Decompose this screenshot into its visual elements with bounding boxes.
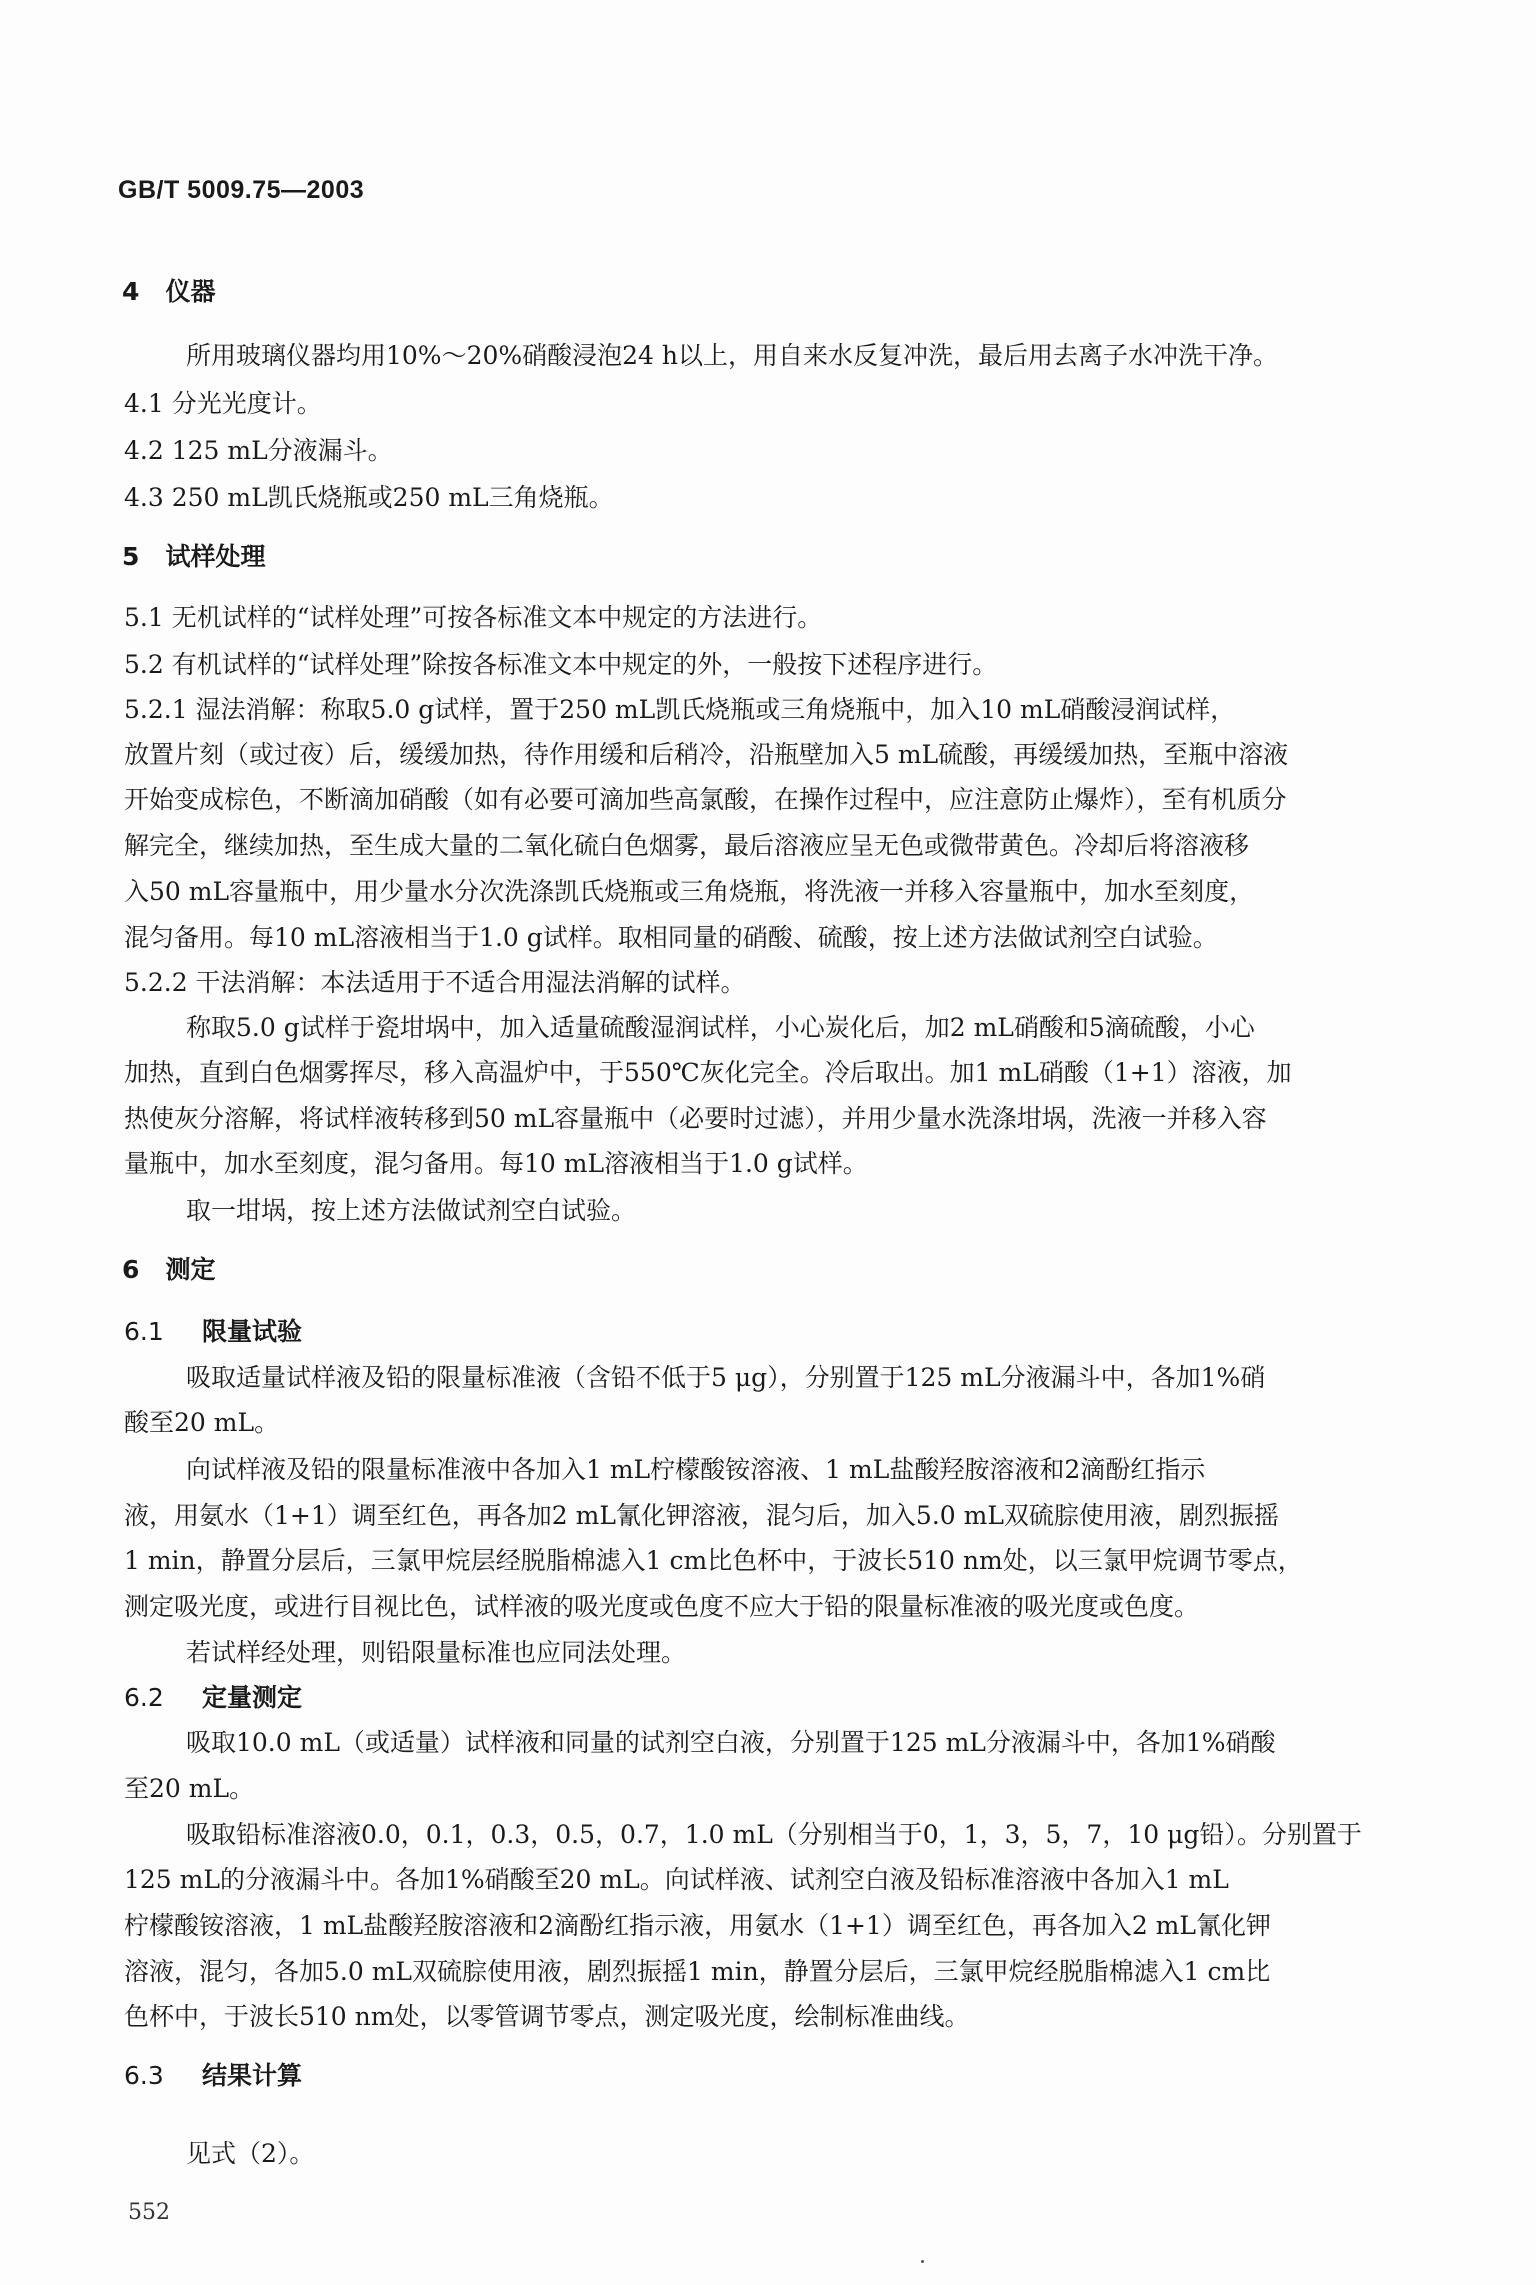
- item-4-2: 4.2 125 mL分液漏斗。: [124, 436, 393, 465]
- dry-digestion-line: 称取5.0 g试样于瓷坩埚中，加入适量硫酸湿润试样，小心炭化后，加2 mL硝酸和5滴硫酸，小心: [186, 1013, 1255, 1042]
- quantitative-line: 柠檬酸铵溶液，1 mL盐酸羟胺溶液和2滴酚红指示液，用氨水（1+1）调至红色，再各加入2 mL氰化钾: [124, 1911, 1271, 1940]
- quantitative-line: 至20 mL。: [124, 1774, 255, 1803]
- subsection-title: 定量测定: [202, 1683, 303, 1712]
- limit-test-line: 若试样经处理，则铅限量标准也应同法处理。: [186, 1638, 687, 1667]
- section-5-heading: 5 试样处理: [122, 542, 266, 571]
- subsection-number: 6.1: [124, 1317, 164, 1346]
- wet-digestion-line: 混匀备用。每10 mL溶液相当于1.0 g试样。取相同量的硝酸、硫酸，按上述方法做试剂空白试验。: [124, 923, 1218, 952]
- subsection-number: 6.2: [124, 1683, 164, 1712]
- dry-digestion-line: 加热，直到白色烟雾挥尽，移入高温炉中，于550℃灰化完全。冷后取出。加1 mL硝酸（1+1）溶液，加: [124, 1058, 1292, 1087]
- subsection-6-2-heading: [124, 1678, 302, 1714]
- wet-digestion-line: 解完全，继续加热，至生成大量的二氧化硫白色烟雾，最后溶液应呈无色或微带黄色。冷却后将溶液移: [124, 831, 1250, 860]
- section-6-heading: 6 测定: [122, 1255, 216, 1284]
- subsection-title: 结果计算: [202, 2061, 303, 2090]
- wet-digestion-line: 5.2.1 湿法消解：称取5.0 g试样，置于250 mL凯氏烧瓶或三角烧瓶中，加入10 mL硝酸浸润试样，: [124, 695, 1236, 724]
- wet-digestion-line: 入50 mL容量瓶中，用少量水分次洗涤凯氏烧瓶或三角烧瓶，将洗液一并移入容量瓶中，加水至刻度，: [124, 877, 1255, 906]
- quantitative-line: 色杯中，于波长510 nm处，以零管调节零点，测定吸光度，绘制标准曲线。: [124, 2002, 970, 2031]
- quantitative-line: 吸取10.0 mL（或适量）试样液和同量的试剂空白液，分别置于125 mL分液漏斗中，各加1%硝酸: [186, 1728, 1276, 1757]
- limit-test-line: 向试样液及铅的限量标准液中各加入1 mL柠檬酸铵溶液、1 mL盐酸羟胺溶液和2滴酚红指示: [186, 1455, 1206, 1484]
- dry-digestion-line: 量瓶中，加水至刻度，混匀备用。每10 mL溶液相当于1.0 g试样。: [124, 1149, 868, 1178]
- dry-digestion-line: 取一坩埚，按上述方法做试剂空白试验。: [186, 1196, 637, 1225]
- dry-digestion-line: 5.2.2 干法消解：本法适用于不适合用湿法消解的试样。: [124, 968, 746, 997]
- document-code: GB/T 5009.75—2003: [118, 176, 365, 204]
- section-4-heading: 4 仪器: [122, 277, 216, 306]
- limit-test-line: 液，用氨水（1+1）调至红色，再各加2 mL氰化钾溶液，混匀后，加入5.0 mL双硫腙使用液，剧烈振摇: [124, 1501, 1279, 1530]
- limit-test-line: 测定吸光度，或进行目视比色，试样液的吸光度或色度不应大于铅的限量标准液的吸光度或色度。: [124, 1592, 1200, 1621]
- quantitative-line: 吸取铅标准溶液0.0，0.1，0.3，0.5，0.7，1.0 mL（分别相当于0，1，3，5，7，10 μg铅）。分别置于: [186, 1820, 1362, 1849]
- dry-digestion-line: 热使灰分溶解，将试样液转移到50 mL容量瓶中（必要时过滤），并用少量水洗涤坩埚，洗液一并移入容: [124, 1104, 1267, 1133]
- subsection-6-1-heading: [124, 1312, 302, 1348]
- item-5-1: 5.1 无机试样的“试样处理”可按各标准文本中规定的方法进行。: [124, 603, 823, 632]
- item-5-2: 5.2 有机试样的“试样处理”除按各标准文本中规定的外，一般按下述程序进行。: [124, 650, 998, 679]
- limit-test-line: 吸取适量试样液及铅的限量标准液（含铅不低于5 μg），分别置于125 mL分液漏斗中，各加1%硝: [186, 1363, 1266, 1392]
- limit-test-line: 酸至20 mL。: [124, 1408, 280, 1437]
- quantitative-line: 125 mL的分液漏斗中。各加1%硝酸至20 mL。向试样液、试剂空白液及铅标准溶液中各加入1 mL: [124, 1865, 1229, 1894]
- item-4-1: 4.1 分光光度计。: [124, 389, 322, 418]
- scan-speck: [921, 2260, 924, 2263]
- subsection-title: 限量试验: [202, 1317, 303, 1346]
- section-4-paragraph: 所用玻璃仪器均用10%～20%硝酸浸泡24 h以上，用自来水反复冲洗，最后用去离子水冲洗干净。: [186, 341, 1278, 370]
- item-4-3: 4.3 250 mL凯氏烧瓶或250 mL三角烧瓶。: [124, 483, 614, 512]
- limit-test-line: 1 min，静置分层后，三氯甲烷层经脱脂棉滤入1 cm比色杯中，于波长510 nm处，以三氯甲烷调节零点，: [124, 1546, 1303, 1575]
- wet-digestion-line: 开始变成棕色，不断滴加硝酸（如有必要可滴加些高氯酸，在操作过程中，应注意防止爆炸），至有机质分: [124, 785, 1287, 814]
- quantitative-line: 溶液，混匀，各加5.0 mL双硫腙使用液，剧烈振摇1 min，静置分层后，三氯甲烷经脱脂棉滤入1 cm比: [124, 1957, 1271, 1986]
- result-calculation-line: 见式（2）。: [186, 2139, 315, 2168]
- page-number: 552: [128, 2200, 170, 2225]
- subsection-6-3-heading: [124, 2056, 302, 2092]
- subsection-number: 6.3: [124, 2061, 164, 2090]
- wet-digestion-line: 放置片刻（或过夜）后，缓缓加热，待作用缓和后稍冷，沿瓶壁加入5 mL硫酸，再缓缓加热，至瓶中溶液: [124, 740, 1289, 769]
